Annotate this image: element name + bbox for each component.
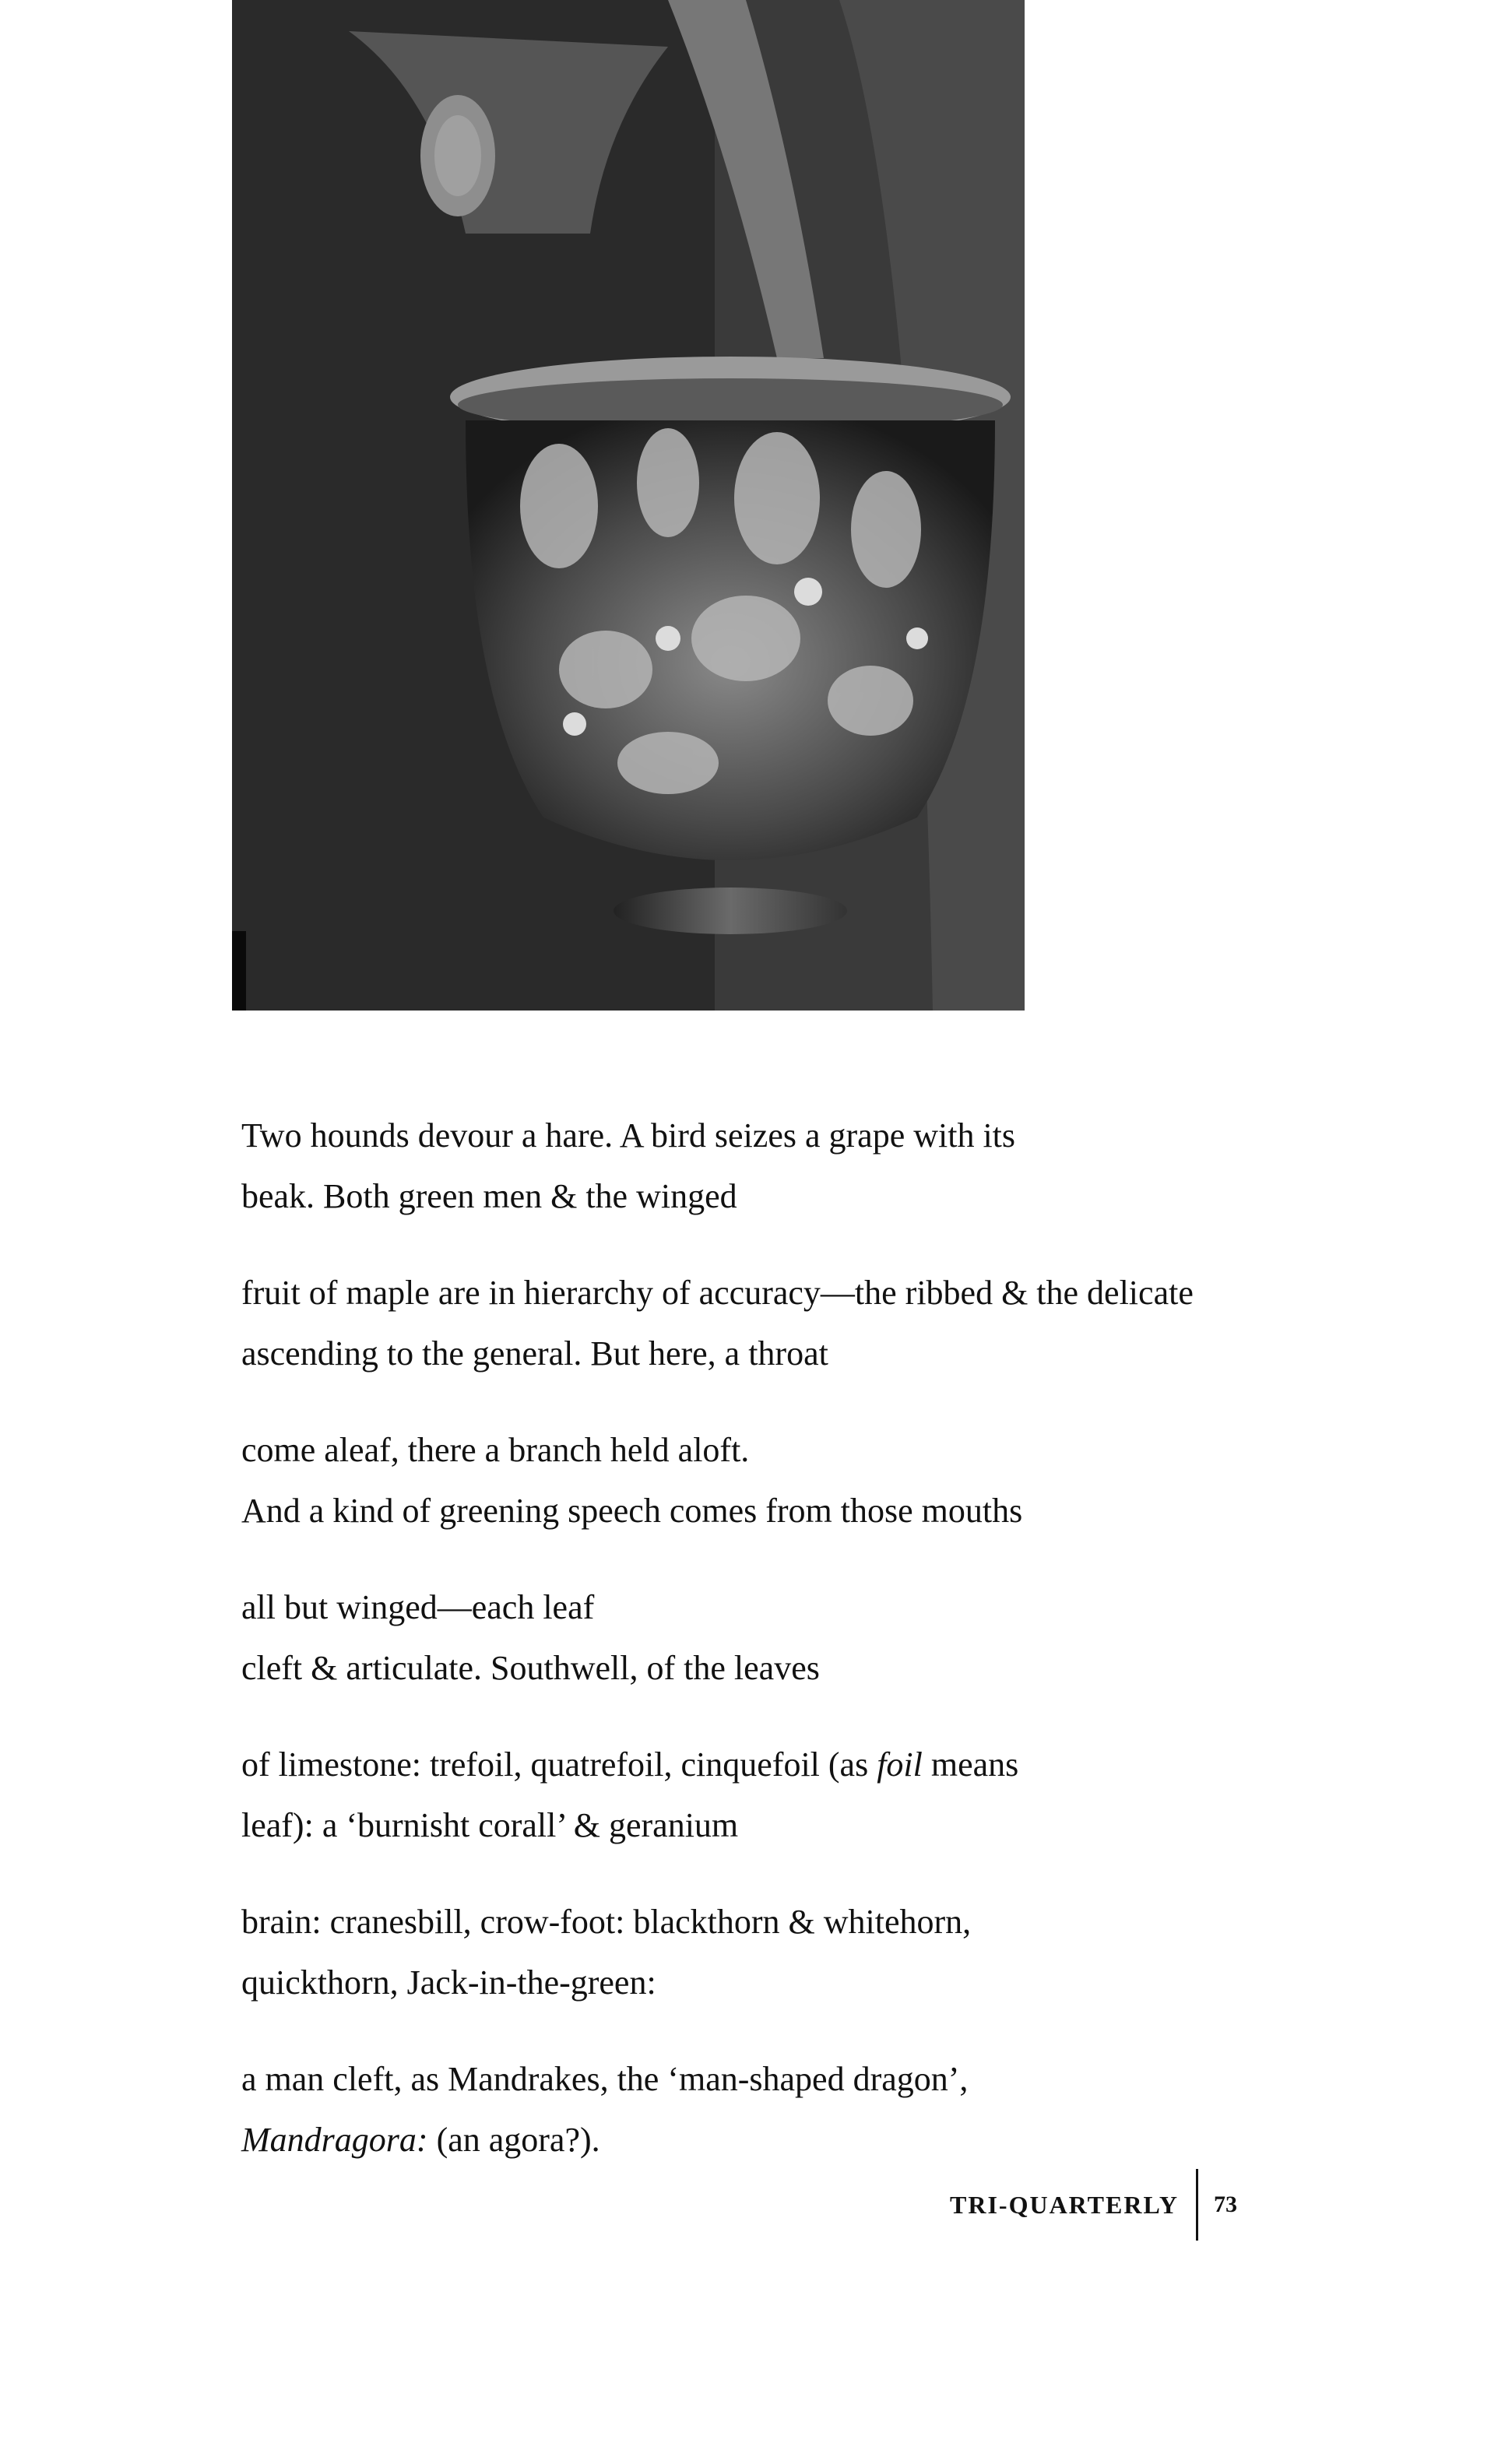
stone-capital-image: [232, 0, 1025, 1011]
poem-line: [241, 2110, 1331, 2170]
capital-photograph: [232, 0, 1025, 1011]
poem-line: [241, 1735, 1331, 1795]
line-text: of limestone: trefoil, quatrefoil, cinquefoil (as: [241, 1745, 877, 1784]
stanza: [241, 1420, 1331, 1541]
line-text: means: [922, 1745, 1019, 1784]
poem-line: fruit of maple are in hierarchy of accuracy—the ribbed & the delicate: [241, 1274, 1194, 1312]
poem-line: brain: cranesbill, crow-foot: blackthorn & whitehorn,: [241, 1903, 972, 1941]
page-footer: [950, 2169, 1237, 2241]
poem-line: come aleaf, there a branch held aloft.: [241, 1431, 750, 1469]
stanza: [241, 1105, 1331, 1227]
line-text: (an agora?).: [427, 2121, 600, 2159]
poem-line: a man cleft, as Mandrakes, the ‘man-shaped dragon’,: [241, 2060, 969, 2098]
italic-word: Mandragora:: [241, 2121, 428, 2159]
stanza: [241, 2049, 1331, 2170]
footer-divider: [1196, 2169, 1198, 2241]
poem-line: leaf): a ‘burnisht corall’ & geranium: [241, 1806, 739, 1844]
poem-line: beak. Both green men & the winged: [241, 1177, 737, 1215]
poem-line: Two hounds devour a hare. A bird seizes a grape with its: [241, 1116, 1016, 1155]
poem-line: all but winged—each leaf: [241, 1588, 595, 1626]
poem-line: And a kind of greening speech comes from those mouths: [241, 1492, 1023, 1530]
stanza: [241, 1577, 1331, 1699]
stanza: [241, 1263, 1331, 1384]
poem: [241, 1105, 1331, 2206]
page-number: 73: [1213, 2192, 1237, 2217]
stanza: [241, 1735, 1331, 1856]
poem-line: cleft & articulate. Southwell, of the leaves: [241, 1649, 820, 1687]
italic-word: foil: [877, 1745, 923, 1784]
journal-title: TRI-QUARTERLY: [950, 2191, 1179, 2219]
stanza: [241, 1892, 1331, 2013]
poem-line: ascending to the general. But here, a throat: [241, 1334, 828, 1373]
poem-line: quickthorn, Jack-in-the-green:: [241, 1963, 656, 2002]
